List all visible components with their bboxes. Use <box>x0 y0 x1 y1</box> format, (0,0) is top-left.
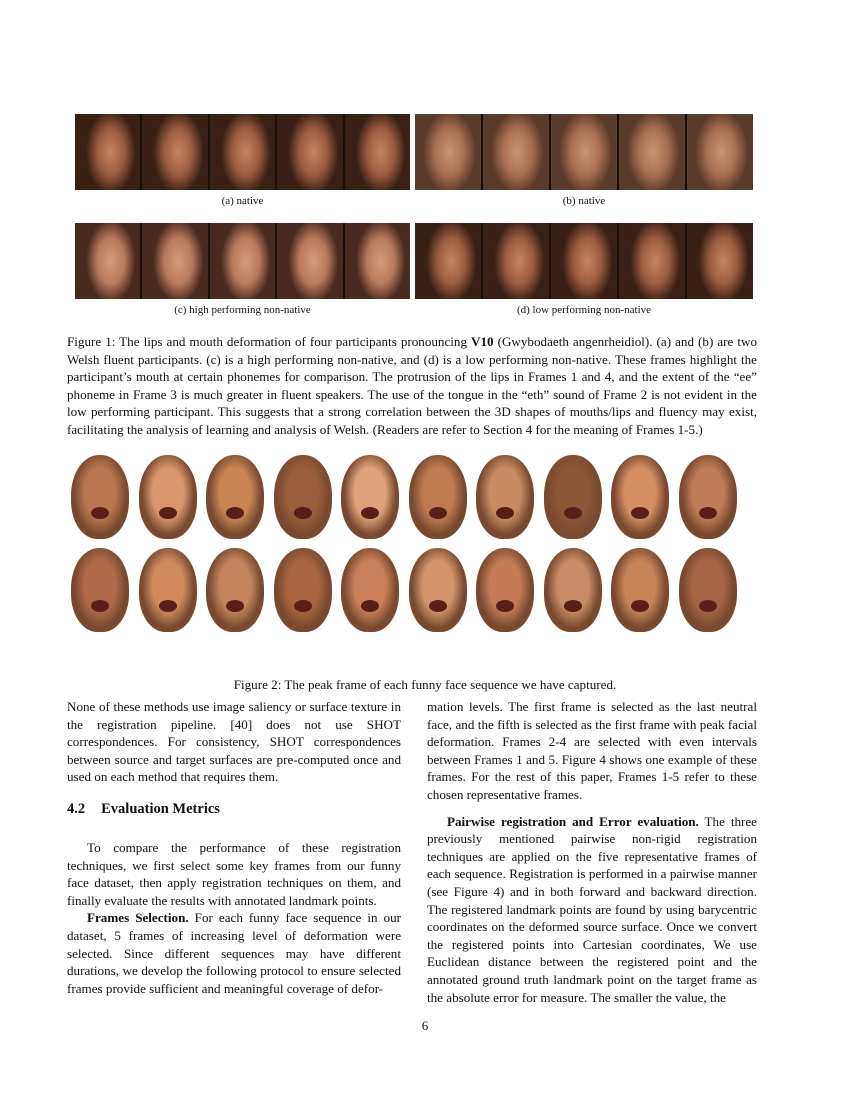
funny-face-image <box>476 548 534 632</box>
face-frame-image <box>75 114 142 190</box>
mouth-shape <box>564 507 582 519</box>
mouth-shape <box>496 600 514 612</box>
mouth-shape <box>91 600 109 612</box>
mouth-shape <box>159 507 177 519</box>
section-number: 4.2 <box>67 801 86 817</box>
face-frame-image <box>210 223 277 299</box>
page-number: 6 <box>421 1018 429 1033</box>
face-frame-image <box>277 114 344 190</box>
face-frame-image <box>277 223 344 299</box>
mouth-shape <box>429 507 447 519</box>
left-column-body <box>67 839 401 997</box>
mouth-shape <box>631 507 649 519</box>
funny-face-image <box>71 548 129 632</box>
figure1-caption-prefix: Figure 1: The lips and mouth deformation of four participants pronouncing <box>67 334 472 349</box>
funny-face-image <box>139 455 197 539</box>
face-frame-image <box>687 223 753 299</box>
face-frame-image <box>619 114 687 190</box>
face-frame-image <box>415 223 483 299</box>
figure1-strip-d <box>415 223 753 299</box>
figure1-strip-a <box>75 114 410 190</box>
figure1-caption-bold: V10 <box>471 334 494 349</box>
face-frame-image <box>619 223 687 299</box>
mouth-shape <box>226 507 244 519</box>
mouth-shape <box>429 600 447 612</box>
face-frame-image <box>551 223 619 299</box>
face-frame-image <box>687 114 753 190</box>
face-frame-image <box>142 223 209 299</box>
face-frame-image <box>415 114 483 190</box>
left-para2: To compare the performance of these registration techniques, we first select some key frames from our funny face dataset, then apply registration techniques on them, and finally evaluate the results with annotated landmark points. <box>67 840 401 908</box>
subcaption-c: (c) high performing non-native <box>174 304 311 316</box>
left-column <box>67 698 401 786</box>
frames-selection-label: Frames Selection. <box>87 910 189 926</box>
funny-face-image <box>274 455 332 539</box>
right-column <box>427 698 757 1006</box>
pairwise-text: The three previously mentioned pairwise non-rigid registration techniques are applied on the five representative frames of each sequence. Registration is performed in a pairwise manner (see Figure 4) and in both forward and backward direction. The registered landmark points are found by using barycentric coordinates on the deformed source surface. Once we convert the registered points into Cartesian coordinates, We use Euclidean distance between the registered point and the annotated ground truth landmark point on the target frame as the absolute error for measure. The smaller the value, the <box>427 813 757 1005</box>
mouth-shape <box>361 507 379 519</box>
funny-face-image <box>206 548 264 632</box>
frames-selection-text: For each funny face sequence in our dataset, 5 frames of increasing level of deformation were selected. Since different sequences may have different durations, we develop the following protocol to ensure selected frames provide sufficient and meaningful coverage of defor- <box>67 910 401 996</box>
funny-face-image <box>611 548 669 632</box>
funny-face-image <box>409 455 467 539</box>
subcaption-d: (d) low performing non-native <box>516 304 652 316</box>
section-title: Evaluation Metrics <box>101 801 220 817</box>
face-frame-image <box>142 114 209 190</box>
mouth-shape <box>294 507 312 519</box>
face-frame-image <box>551 114 619 190</box>
funny-face-image <box>544 455 602 539</box>
funny-face-image <box>544 548 602 632</box>
funny-face-image <box>139 548 197 632</box>
mouth-shape <box>631 600 649 612</box>
mouth-shape <box>294 600 312 612</box>
funny-face-image <box>71 455 129 539</box>
mouth-shape <box>91 507 109 519</box>
figure1-caption-rest: (Gwybodaeth angenrheidiol). (a) and (b) are two Welsh fluent participants. (c) is a high performing non-native, and (d) is a low performing non-native. These frames highlight the participant’s mouth at certain phonemes for comparison. The protrusion of the lips in Frames 1 and 4, and the extent of the “ee” phoneme in Frame 3 is much greater in fluent speakers. The use of the tongue in the “eth” sound of Frame 2 is not evident in the low performing participant. This suggests that a strong correlation between the 3D shapes of mouths/lips and fluency may exist, facilitating the analysis of learning and analysis of Welsh. (Readers are refer to Section 4 for the meaning of Frames 1-5.) <box>67 334 757 437</box>
figure1-caption <box>67 333 757 439</box>
figure2-caption: Figure 2: The peak frame of each funny face sequence we have captured. <box>233 677 617 692</box>
figure1-strip-c <box>75 223 410 299</box>
funny-face-image <box>679 455 737 539</box>
mouth-shape <box>564 600 582 612</box>
mouth-shape <box>361 600 379 612</box>
mouth-shape <box>699 507 717 519</box>
funny-face-image <box>611 455 669 539</box>
face-frame-image <box>483 223 551 299</box>
face-frame-image <box>483 114 551 190</box>
figure1-strip-b <box>415 114 753 190</box>
subcaption-b: (b) native <box>562 195 606 207</box>
funny-face-image <box>409 548 467 632</box>
face-frame-image <box>345 223 410 299</box>
right-para2 <box>427 813 757 1007</box>
funny-face-image <box>679 548 737 632</box>
pairwise-label: Pairwise registration and Error evaluation. <box>447 813 699 829</box>
mouth-shape <box>226 600 244 612</box>
face-frame-image <box>210 114 277 190</box>
face-frame-image <box>75 223 142 299</box>
funny-face-image <box>476 455 534 539</box>
mouth-shape <box>699 600 717 612</box>
left-para3 <box>67 909 401 997</box>
left-para1: None of these methods use image saliency or surface texture in the registration pipeline. [40] does not use SHOT correspondences. For consistency, SHOT correspondences between source and target surfaces are pre-computed once and used on each method that requires them. <box>67 699 401 785</box>
funny-face-image <box>206 455 264 539</box>
funny-face-image <box>341 548 399 632</box>
funny-face-image <box>341 455 399 539</box>
mouth-shape <box>496 507 514 519</box>
subcaption-a: (a) native <box>221 195 264 207</box>
face-frame-image <box>345 114 410 190</box>
funny-face-image <box>274 548 332 632</box>
right-para1: mation levels. The first frame is selected as the last neutral face, and the fifth is selected as the first frame with peak facial deformation. Frames 2-4 are selected with even intervals between Frames 1 and 5. Figure 4 shows one example of these frames. For the rest of this paper, Frames 1-5 refer to these chosen representative frames. <box>427 699 757 802</box>
mouth-shape <box>159 600 177 612</box>
section-heading <box>67 801 220 818</box>
